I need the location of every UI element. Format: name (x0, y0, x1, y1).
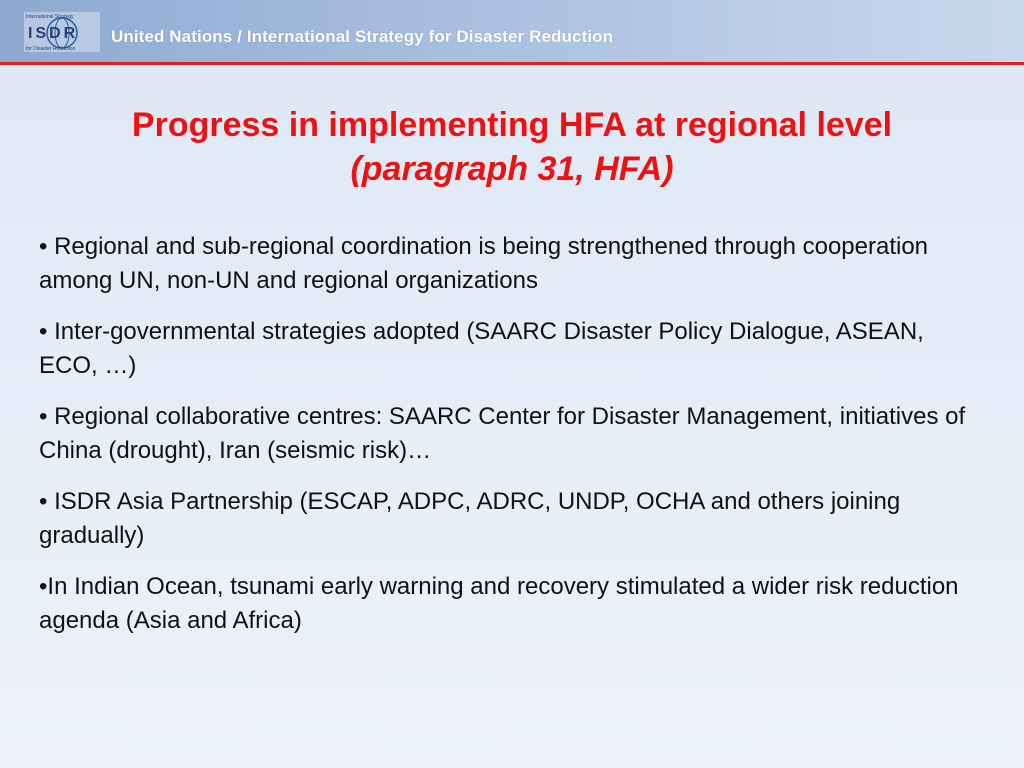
organization-name: United Nations / International Strategy for Disaster Reduction (111, 27, 614, 46)
bullet-item: • Regional and sub-regional coordination is being strengthened through cooperation among UN, non-UN and regional organizations (39, 233, 929, 294)
slide-title-main: Progress in implementing HFA at regional level (131, 106, 893, 144)
header-bar (0, 0, 1024, 62)
logo-top-text: International Strategy (26, 14, 74, 20)
bullet-item: • ISDR Asia Partnership (ESCAP, ADPC, ADRC, UNDP, OCHA and others joining gradually) (39, 488, 901, 549)
slide-title (0, 103, 1024, 191)
bullet-item: • Inter-governmental strategies adopted (SAARC Disaster Policy Dialogue, ASEAN, ECO, …) (39, 318, 924, 379)
logo-letters: ISDR (28, 25, 79, 42)
slide-title-subtitle: (paragraph 31, HFA) (350, 150, 674, 188)
logo-bottom-text: for Disaster Reduction (26, 46, 76, 52)
bullet-list (39, 230, 989, 655)
isdr-logo (24, 12, 100, 52)
bullet-item: •In Indian Ocean, tsunami early warning and recovery stimulated a wider risk reduction agenda (Asia and Africa) (39, 573, 959, 634)
isdr-logo-graphic (24, 12, 100, 52)
header-accent-line (0, 62, 1024, 65)
bullet-item: • Regional collaborative centres: SAARC Center for Disaster Management, initiatives of China (drought), Iran (seismic risk)… (39, 403, 966, 464)
